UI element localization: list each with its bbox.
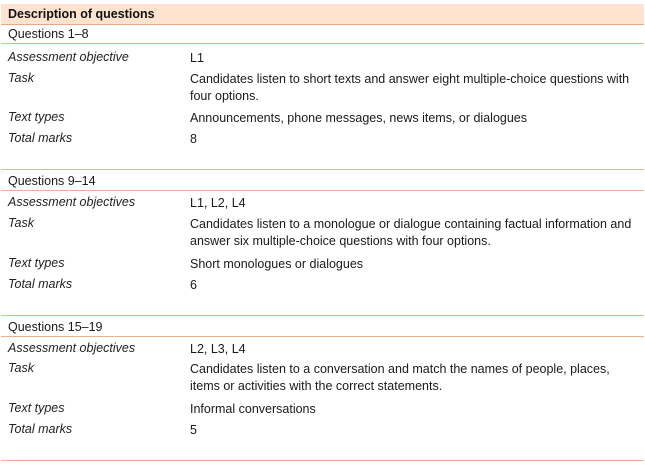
row-value: 6 xyxy=(190,278,197,292)
table-title: Description of questions xyxy=(8,7,155,21)
row-value: Announcements, phone messages, news items, or dialogues xyxy=(190,111,527,125)
row-label: Task xyxy=(8,361,34,375)
row-label: Text types xyxy=(8,401,65,415)
row-label: Task xyxy=(8,71,34,85)
section-heading-3: Questions 15–19 xyxy=(1,318,644,337)
row-label: Assessment objectives xyxy=(8,341,136,355)
section-divider xyxy=(1,169,644,170)
row-value: L1, L2, L4 xyxy=(190,196,246,210)
section-divider xyxy=(1,315,644,316)
row-value: Short monologues or dialogues xyxy=(190,257,364,271)
section-heading-1: Questions 1–8 xyxy=(1,25,644,44)
row-value: Candidates listen to a conversation and match the names of people, places, items or activities with the correct statements. xyxy=(190,362,610,393)
row-value: L1 xyxy=(190,51,204,65)
row-label: Total marks xyxy=(8,277,73,291)
row-value: Informal conversations xyxy=(190,402,316,416)
row-value: 5 xyxy=(190,423,197,437)
row-label: Assessment objectives xyxy=(8,195,136,209)
row-label: Task xyxy=(8,216,34,230)
row-value: Candidates listen to short texts and answer eight multiple-choice questions with four options. xyxy=(190,72,630,103)
row-label: Text types xyxy=(8,110,65,124)
section-heading-2: Questions 9–14 xyxy=(1,172,644,191)
row-label: Text types xyxy=(8,256,65,270)
table-header xyxy=(1,4,644,25)
row-value: 8 xyxy=(190,132,197,146)
row-value: Candidates listen to a monologue or dialogue containing factual information and answer six multiple-choice questions with four options. xyxy=(190,217,632,248)
row-label: Total marks xyxy=(8,422,73,436)
row-label: Assessment objective xyxy=(8,50,129,64)
row-label: Total marks xyxy=(8,131,73,145)
row-value: L2, L3, L4 xyxy=(190,342,246,356)
section-divider xyxy=(1,460,644,461)
